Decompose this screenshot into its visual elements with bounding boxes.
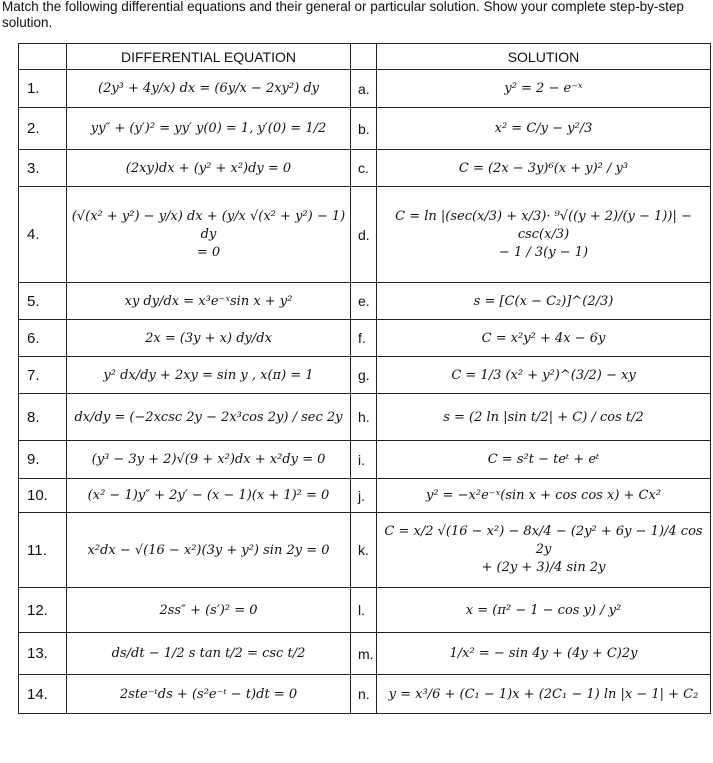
differential-equation: x²dx − √(16 − x²)(3y + y²) sin 2y = 0 (67, 513, 351, 588)
solution: y² = 2 − e⁻ˣ (377, 70, 711, 108)
solution: s = [C(x − C₂)]^(2/3) (377, 283, 711, 320)
row-number: 12. (19, 588, 67, 633)
row-number: 14. (19, 675, 67, 714)
table-row (19, 633, 711, 675)
header-blank (351, 44, 377, 70)
matching-table (18, 43, 711, 714)
solution-letter: n. (351, 675, 377, 714)
header-solution: SOLUTION (377, 44, 711, 70)
table-row (19, 588, 711, 633)
row-number: 10. (19, 479, 67, 513)
differential-equation: (2y³ + 4y/x) dx = (6y/x − 2xy²) dy (67, 70, 351, 108)
row-number: 8. (19, 394, 67, 441)
differential-equation: (x² − 1)y″ + 2y′ − (x − 1)(x + 1)² = 0 (67, 479, 351, 513)
differential-equation: (√(x² + y²) − y/x) dx + (y/x √(x² + y²) − 1) dy = 0 (67, 187, 351, 283)
table-row (19, 187, 711, 283)
differential-equation: xy dy/dx = x³e⁻ˣsin x + y² (67, 283, 351, 320)
header-equation: DIFFERENTIAL EQUATION (67, 44, 351, 70)
differential-equation: y² dx/dy + 2xy = sin y , x(π) = 1 (67, 357, 351, 394)
instructions: Match the following differential equations and their general or particular solution. Show your complete step-by-step solution. (2, 0, 684, 30)
solution-letter: j. (351, 479, 377, 513)
differential-equation: yy″ + (y′)² = yy′ y(0) = 1, y′(0) = 1/2 (67, 108, 351, 150)
table-row (19, 283, 711, 320)
differential-equation: 2ss″ + (s′)² = 0 (67, 588, 351, 633)
row-number: 9. (19, 441, 67, 479)
table-row (19, 357, 711, 394)
row-number: 7. (19, 357, 67, 394)
solution: 1/x² = − sin 4y + (4y + C)2y (377, 633, 711, 675)
table-row (19, 479, 711, 513)
solution-letter: k. (351, 513, 377, 588)
solution: C = 1/3 (x² + y²)^(3/2) − xy (377, 357, 711, 394)
differential-equation: 2ste⁻ᵗds + (s²e⁻ᵗ − t)dt = 0 (67, 675, 351, 714)
solution: C = ln |(sec(x/3) + x/3)· ⁹√((y + 2)/(y − 1))| − csc(x/3) − 1 / 3(y − 1) (377, 187, 711, 283)
solution-letter: a. (351, 70, 377, 108)
solution: C = (2x − 3y)⁶(x + y)² / y³ (377, 150, 711, 187)
differential-equation: dx/dy = (−2xcsc 2y − 2x³cos 2y) / sec 2y (67, 394, 351, 441)
row-number: 2. (19, 108, 67, 150)
table-row (19, 394, 711, 441)
header-blank (19, 44, 67, 70)
table-row (19, 675, 711, 714)
solution-letter: g. (351, 357, 377, 394)
differential-equation: (2xy)dx + (y² + x²)dy = 0 (67, 150, 351, 187)
solution: y² = −x²e⁻ˣ(sin x + cos cos x) + Cx² (377, 479, 711, 513)
row-number: 3. (19, 150, 67, 187)
row-number: 6. (19, 320, 67, 357)
solution-letter: f. (351, 320, 377, 357)
solution-letter: d. (351, 187, 377, 283)
solution-letter: l. (351, 588, 377, 633)
header-row (19, 44, 711, 70)
solution-letter: c. (351, 150, 377, 187)
solution-letter: h. (351, 394, 377, 441)
table-row (19, 70, 711, 108)
differential-equation: 2x = (3y + x) dy/dx (67, 320, 351, 357)
table-row (19, 441, 711, 479)
solution-letter: e. (351, 283, 377, 320)
table-row (19, 108, 711, 150)
row-number: 1. (19, 70, 67, 108)
solution: s = (2 ln |sin t/2| + C) / cos t/2 (377, 394, 711, 441)
row-number: 13. (19, 633, 67, 675)
row-number: 11. (19, 513, 67, 588)
differential-equation: ds/dt − 1/2 s tan t/2 = csc t/2 (67, 633, 351, 675)
table-row (19, 320, 711, 357)
table-row (19, 513, 711, 588)
solution: x = (π² − 1 − cos y) / y² (377, 588, 711, 633)
differential-equation: (y³ − 3y + 2)√(9 + x²)dx + x²dy = 0 (67, 441, 351, 479)
solution-letter: b. (351, 108, 377, 150)
solution: y = x³/6 + (C₁ − 1)x + (2C₁ − 1) ln |x − 1| + C₂ (377, 675, 711, 714)
solution-letter: i. (351, 441, 377, 479)
solution-letter: m. (351, 633, 377, 675)
solution: x² = C/y − y²/3 (377, 108, 711, 150)
table-row (19, 150, 711, 187)
solution: C = x²y² + 4x − 6y (377, 320, 711, 357)
row-number: 4. (19, 187, 67, 283)
solution: C = s²t − teᵗ + eᵗ (377, 441, 711, 479)
solution: C = x/2 √(16 − x²) − 8x/4 − (2y² + 6y − 1)/4 cos 2y + (2y + 3)/4 sin 2y (377, 513, 711, 588)
row-number: 5. (19, 283, 67, 320)
